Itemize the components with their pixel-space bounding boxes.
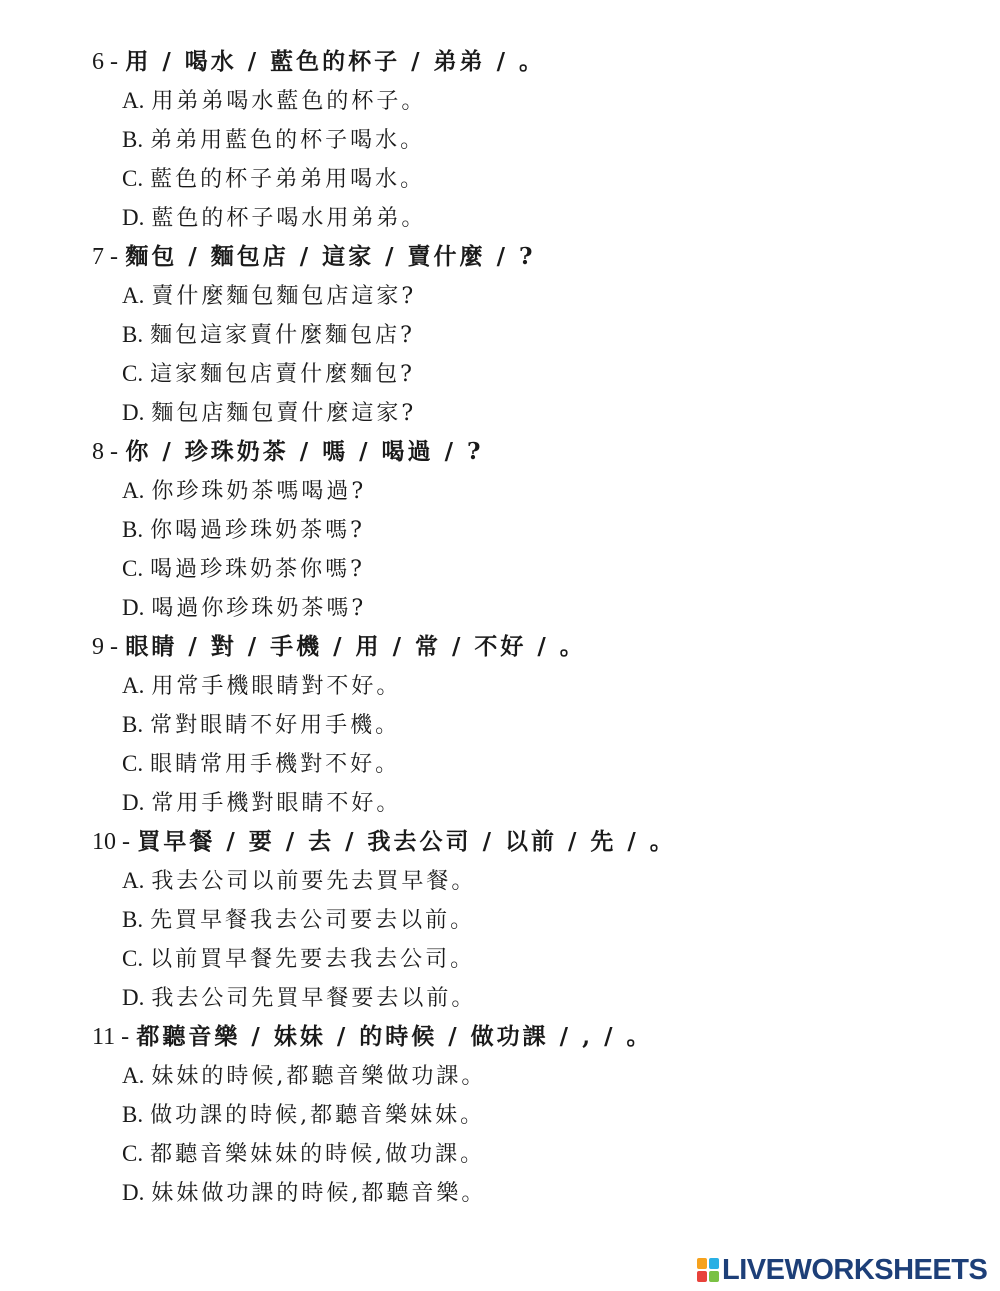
- option-text: 麵包店麵包賣什麼這家?: [151, 401, 417, 426]
- option-letter: C.: [122, 361, 144, 386]
- option-letter: A.: [122, 478, 145, 503]
- question-prompt: [0, 1017, 1000, 1056]
- answer-option-a[interactable]: [0, 81, 1000, 120]
- option-text: 賣什麼麵包麵包店這家?: [151, 284, 417, 309]
- question-number: 9 -: [92, 634, 118, 660]
- answer-option-d[interactable]: [0, 198, 1000, 237]
- option-text: 妹妹的時候,都聽音樂做功課。: [151, 1064, 487, 1089]
- option-letter: D.: [122, 595, 145, 620]
- question-number: 11 -: [92, 1024, 130, 1050]
- option-text: 常用手機對眼睛不好。: [151, 791, 402, 816]
- option-text: 麵包這家賣什麼麵包店?: [150, 323, 415, 348]
- answer-option-a[interactable]: [0, 276, 1000, 315]
- option-letter: C.: [122, 556, 144, 581]
- question-prompt: [0, 42, 1000, 81]
- answer-option-b[interactable]: [0, 120, 1000, 159]
- answer-option-b[interactable]: [0, 510, 1000, 549]
- answer-option-a[interactable]: [0, 1056, 1000, 1095]
- option-text: 都聽音樂妹妹的時候,做功課。: [150, 1142, 486, 1167]
- question-prompt: [0, 237, 1000, 276]
- option-letter: D.: [122, 790, 145, 815]
- answer-option-b[interactable]: [0, 315, 1000, 354]
- answer-option-c[interactable]: [0, 744, 1000, 783]
- answer-option-c[interactable]: [0, 939, 1000, 978]
- option-letter: D.: [122, 400, 145, 425]
- logo-block: [697, 1271, 707, 1282]
- question-9: [0, 627, 1000, 822]
- option-letter: D.: [122, 985, 145, 1010]
- question-text: 用 / 喝水 / 藍色的杯子 / 弟弟 / 。: [125, 48, 545, 75]
- option-text: 喝過你珍珠奶茶嗎?: [151, 596, 367, 621]
- option-letter: C.: [122, 946, 144, 971]
- answer-option-c[interactable]: [0, 1134, 1000, 1173]
- question-prompt: [0, 627, 1000, 666]
- logo-text: LIVEWORKSHEETS: [722, 1254, 988, 1286]
- question-text: 你 / 珍珠奶茶 / 嗎 / 喝過 / ?: [125, 438, 484, 465]
- answer-option-c[interactable]: [0, 159, 1000, 198]
- answer-option-a[interactable]: [0, 471, 1000, 510]
- logo-block: [709, 1258, 719, 1269]
- question-text: 都聽音樂 / 妹妹 / 的時候 / 做功課 / , / 。: [136, 1023, 653, 1050]
- answer-option-d[interactable]: [0, 1173, 1000, 1212]
- question-10: [0, 822, 1000, 1017]
- option-letter: B.: [122, 712, 144, 737]
- option-letter: B.: [122, 517, 144, 542]
- option-letter: A.: [122, 88, 145, 113]
- question-text: 眼睛 / 對 / 手機 / 用 / 常 / 不好 / 。: [125, 633, 586, 660]
- option-letter: B.: [122, 322, 144, 347]
- question-number: 8 -: [92, 439, 118, 465]
- question-text: 麵包 / 麵包店 / 這家 / 賣什麼 / ?: [125, 243, 536, 270]
- option-letter: D.: [122, 1180, 145, 1205]
- answer-option-b[interactable]: [0, 705, 1000, 744]
- question-7: [0, 237, 1000, 432]
- option-letter: C.: [122, 166, 144, 191]
- option-text: 藍色的杯子喝水用弟弟。: [151, 206, 427, 231]
- option-text: 你喝過珍珠奶茶嗎?: [150, 518, 365, 543]
- answer-option-d[interactable]: [0, 783, 1000, 822]
- answer-option-d[interactable]: [0, 588, 1000, 627]
- option-letter: A.: [122, 673, 145, 698]
- option-letter: B.: [122, 1102, 144, 1127]
- option-text: 常對眼睛不好用手機。: [150, 713, 401, 738]
- answer-option-d[interactable]: [0, 393, 1000, 432]
- question-prompt: [0, 432, 1000, 471]
- option-text: 用常手機眼睛對不好。: [151, 674, 402, 699]
- answer-option-c[interactable]: [0, 354, 1000, 393]
- question-6: [0, 42, 1000, 237]
- option-letter: D.: [122, 205, 145, 230]
- answer-option-b[interactable]: [0, 900, 1000, 939]
- liveworksheets-logo-icon: [697, 1258, 719, 1282]
- option-text: 妹妹做功課的時候,都聽音樂。: [151, 1181, 487, 1206]
- answer-option-d[interactable]: [0, 978, 1000, 1017]
- option-text: 用弟弟喝水藍色的杯子。: [151, 89, 427, 114]
- question-number: 6 -: [92, 49, 118, 75]
- option-letter: B.: [122, 907, 144, 932]
- option-text: 做功課的時候,都聽音樂妹妹。: [150, 1103, 486, 1128]
- question-11: [0, 1017, 1000, 1212]
- option-letter: A.: [122, 283, 145, 308]
- option-text: 眼睛常用手機對不好。: [150, 752, 401, 777]
- logo-block: [709, 1271, 719, 1282]
- answer-option-a[interactable]: [0, 861, 1000, 900]
- liveworksheets-logo: [697, 1256, 987, 1284]
- answer-option-a[interactable]: [0, 666, 1000, 705]
- option-text: 藍色的杯子弟弟用喝水。: [150, 167, 426, 192]
- option-text: 喝過珍珠奶茶你嗎?: [150, 557, 365, 582]
- option-letter: C.: [122, 751, 144, 776]
- option-letter: C.: [122, 1141, 144, 1166]
- logo-block: [697, 1258, 707, 1269]
- question-8: [0, 432, 1000, 627]
- question-number: 7 -: [92, 244, 118, 270]
- question-text: 買早餐 / 要 / 去 / 我去公司 / 以前 / 先 / 。: [137, 828, 676, 855]
- answer-option-c[interactable]: [0, 549, 1000, 588]
- worksheet: [0, 42, 1000, 1212]
- option-text: 以前買早餐先要去我去公司。: [150, 947, 476, 972]
- option-text: 這家麵包店賣什麼麵包?: [150, 362, 415, 387]
- option-text: 先買早餐我去公司要去以前。: [150, 908, 476, 933]
- question-number: 10 -: [92, 829, 130, 855]
- option-text: 我去公司以前要先去買早餐。: [151, 869, 477, 894]
- answer-option-b[interactable]: [0, 1095, 1000, 1134]
- option-text: 弟弟用藍色的杯子喝水。: [150, 128, 426, 153]
- question-prompt: [0, 822, 1000, 861]
- option-letter: A.: [122, 868, 145, 893]
- option-text: 我去公司先買早餐要去以前。: [151, 986, 477, 1011]
- option-letter: A.: [122, 1063, 145, 1088]
- option-text: 你珍珠奶茶嗎喝過?: [151, 479, 367, 504]
- option-letter: B.: [122, 127, 144, 152]
